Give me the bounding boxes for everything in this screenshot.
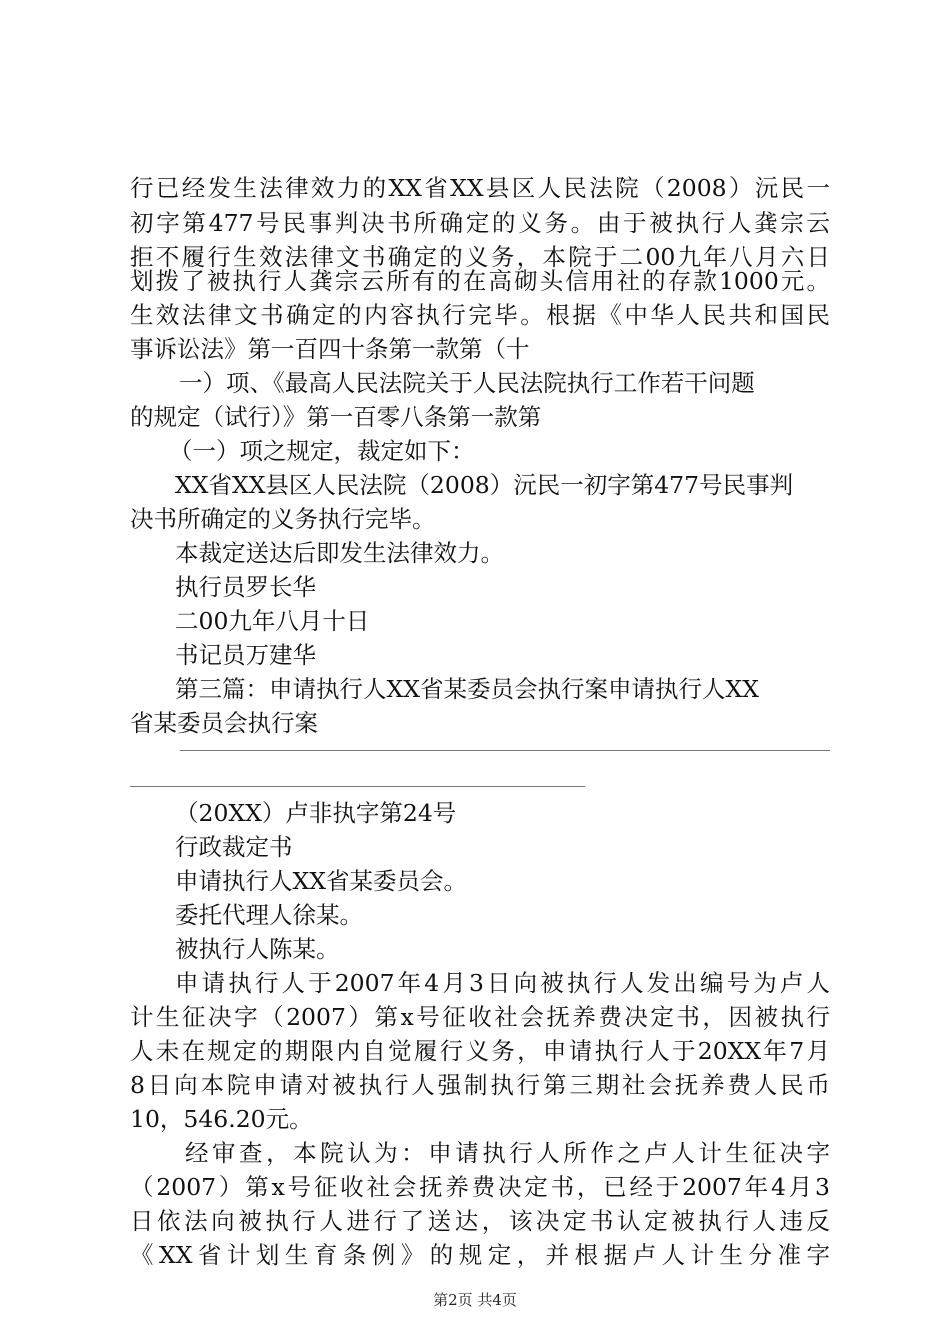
text-line: 日依法向被执行人进行了送达，该决定书认定被执行人违反	[130, 1207, 830, 1235]
text-line: 书记员万建华	[175, 641, 316, 669]
text-line: 划拨了被执行人龚宗云所有的在高砌头信用社的存款1000元。	[130, 267, 830, 295]
text-line: 拒不履行生效法律文书确定的义务，本院于二00九年八月六日	[130, 243, 830, 271]
text-line: 人未在规定的期限内自觉履行义务，申请执行人于20XX年7月	[130, 1037, 830, 1065]
text-line: XX省XX县区人民法院（2008）沅民一初字第477号民事判	[175, 471, 794, 499]
separator-rule	[180, 750, 830, 751]
text-line: 被执行人陈某。	[175, 935, 340, 963]
separator-rule	[130, 786, 585, 787]
text-line: （2007）第x号征收社会抚养费决定书，已经于2007年4月3	[130, 1173, 830, 1201]
text-line: 二00九年八月十日	[175, 607, 370, 635]
text-line: 生效法律文书确定的内容执行完毕。根据《中华人民共和国民	[130, 301, 830, 329]
text-line: 10，546.20元。	[130, 1105, 313, 1133]
text-line: 决书所确定的义务执行完毕。	[130, 505, 436, 533]
text-line: 行已经发生法律效力的XX省XX县区人民法院（2008）沅民一	[130, 174, 830, 202]
text-line: 计生征决字（2007）第x号征收社会抚养费决定书，因被执行	[130, 1003, 830, 1031]
section-heading: 第三篇：申请执行人XX省某委员会执行案申请执行人XX	[175, 675, 759, 703]
text-line: 8日向本院申请对被执行人强制执行第三期社会抚养费人民币	[130, 1071, 830, 1099]
text-line: （一）项之规定，裁定如下：	[169, 437, 475, 465]
text-line: 初字第477号民事判决书所确定的义务。由于被执行人龚宗云	[130, 209, 830, 237]
document-title: 行政裁定书	[175, 833, 293, 861]
case-number: （20XX）卢非执字第24号	[175, 799, 457, 827]
text-line: 事诉讼法》第一百四十条第一款第（十	[130, 335, 530, 363]
page-footer: 第2页 共4页	[433, 1291, 517, 1309]
text-line: 一）项、《最高人民法院关于人民法院执行工作若干问题	[179, 369, 755, 397]
text-line: 申请执行人于2007年4月3日向被执行人发出编号为卢人	[175, 969, 830, 997]
text-line: 《XX省计划生育条例》的规定，并根据卢人计生分准字	[130, 1241, 830, 1269]
text-line: 委托代理人徐某。	[175, 901, 363, 929]
text-line: 执行员罗长华	[175, 573, 316, 601]
text-line: 的规定（试行）》第一百零八条第一款第	[130, 403, 542, 431]
text-line: 申请执行人XX省某委员会。	[175, 867, 467, 895]
section-heading: 省某委员会执行案	[130, 709, 318, 737]
text-line: 本裁定送达后即发生法律效力。	[175, 539, 504, 567]
text-line: 经审查，本院认为：申请执行人所作之卢人计生征决字	[185, 1139, 830, 1167]
